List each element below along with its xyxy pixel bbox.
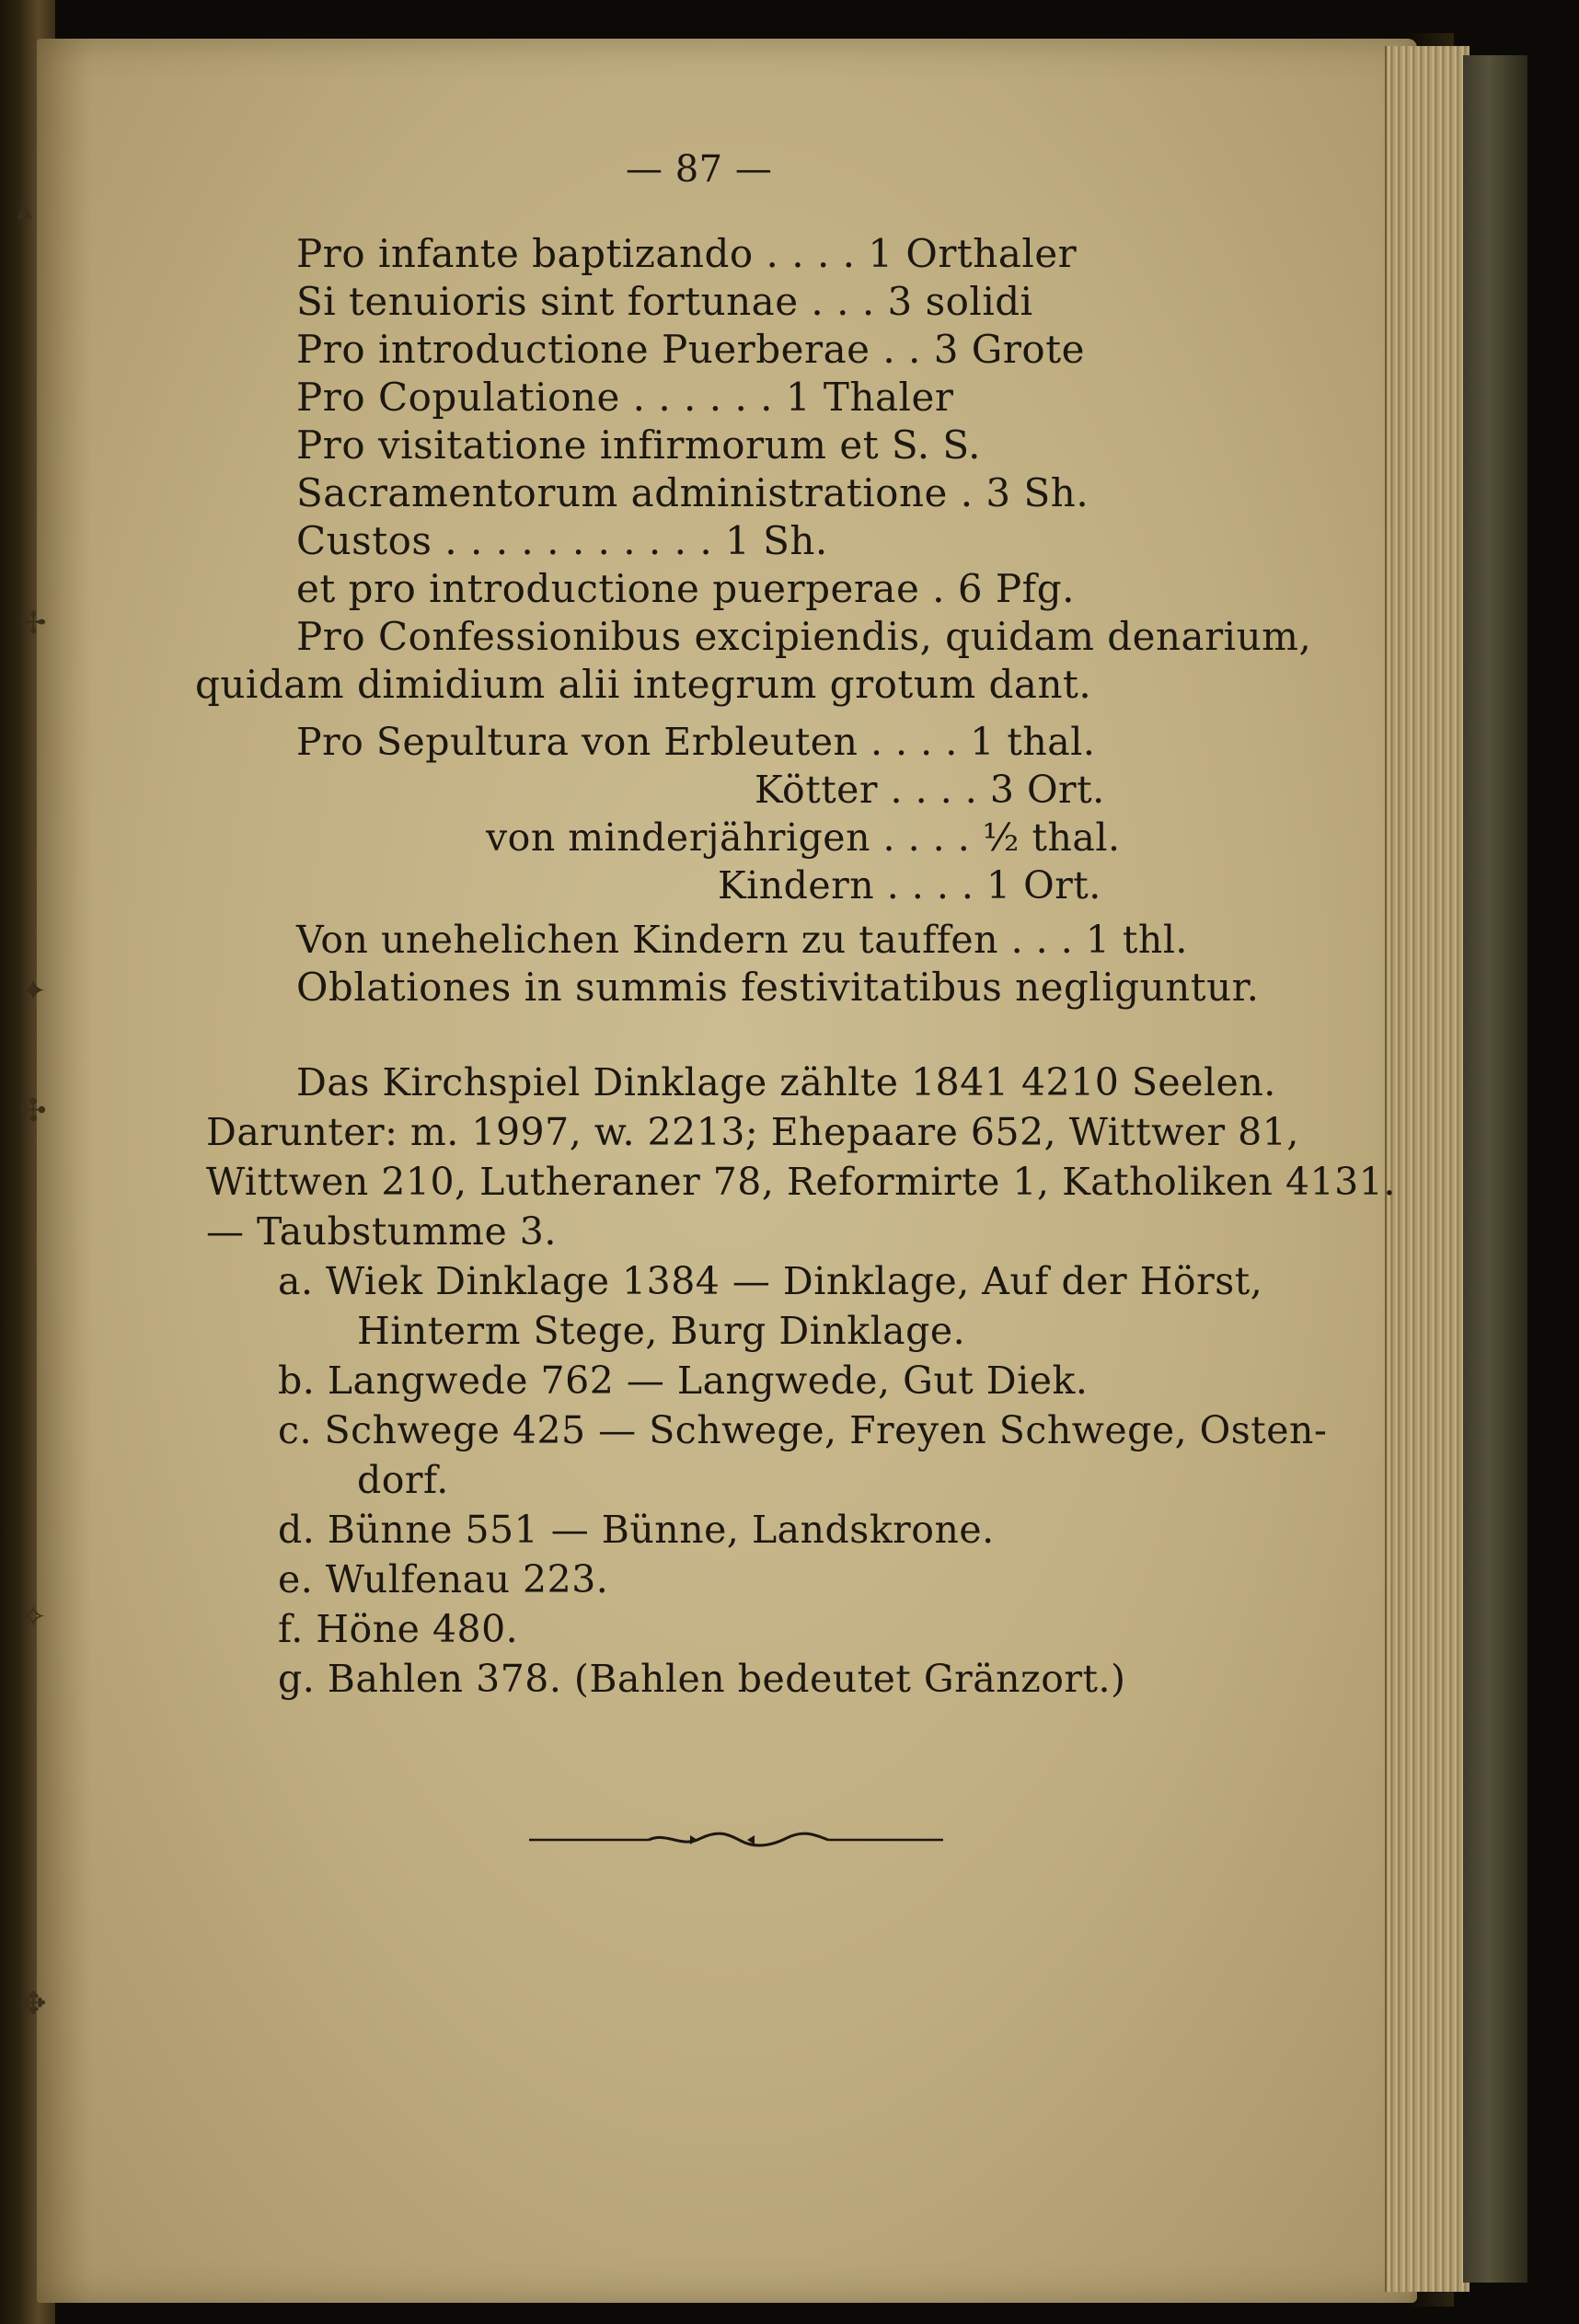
fee-line: Pro Sepultura von Erbleuten . . . . 1 thal. <box>296 720 1096 764</box>
fee-line: Pro Confessionibus excipiendis, quidam denarium, <box>296 614 1312 659</box>
page-number: — 87 — <box>626 148 773 191</box>
fee-line: Kindern . . . . 1 Ort. <box>718 863 1101 908</box>
pin-mark: ✦ <box>20 973 47 1010</box>
fee-line: Von unehelichen Kindern zu tauffen . . . 1 thl. <box>296 918 1188 962</box>
fee-line: Si tenuioris sint fortunae . . . 3 solidi <box>296 279 1033 324</box>
ornamental-divider-icon <box>529 1830 943 1850</box>
fee-line: von minderjährigen . . . . ½ thal. <box>486 815 1121 860</box>
pin-mark: ✢ <box>20 605 47 642</box>
fee-line: Sacramentorum administratione . 3 Sh. <box>296 470 1089 515</box>
fee-line: et pro introductione puerperae . 6 Pfg. <box>296 566 1075 611</box>
pin-mark: ✣ <box>20 1093 47 1129</box>
parish-line: Hinterm Stege, Burg Dinklage. <box>357 1309 966 1353</box>
parish-line: a. Wiek Dinklage 1384 — Dinklage, Auf der Hörst, <box>278 1259 1263 1303</box>
parish-line: e. Wulfenau 223. <box>278 1557 609 1601</box>
parish-line: c. Schwege 425 — Schwege, Freyen Schwege, Osten- <box>278 1408 1328 1452</box>
parish-line: Das Kirchspiel Dinklage zählte 1841 4210 Seelen. <box>296 1060 1276 1104</box>
fee-line: Pro visitatione infirmorum et S. S. <box>296 422 982 468</box>
fee-line: Custos . . . . . . . . . . . 1 Sh. <box>296 518 828 563</box>
parish-line: Wittwen 210, Lutheraner 78, Reformirte 1, Katholiken 4131. <box>206 1160 1396 1204</box>
pin-mark: ✥ <box>20 1985 47 2022</box>
fee-line: Pro Copulatione . . . . . . 1 Thaler <box>296 375 954 420</box>
parish-line: dorf. <box>357 1458 449 1502</box>
fee-line: Kötter . . . . 3 Ort. <box>755 768 1105 812</box>
parish-line: d. Bünne 551 — Bünne, Landskrone. <box>278 1508 995 1552</box>
pin-mark: ▴ <box>17 191 33 227</box>
fee-line: Oblationes in summis festivitatibus negliguntur. <box>296 965 1260 1010</box>
fee-line: Pro infante baptizando . . . . 1 Orthaler <box>296 231 1078 276</box>
fee-line: quidam dimidium alii integrum grotum dant. <box>195 662 1092 707</box>
pin-mark: ✧ <box>20 1599 47 1636</box>
parish-line: f. Höne 480. <box>278 1607 519 1651</box>
parish-line: g. Bahlen 378. (Bahlen bedeutet Gränzort.) <box>278 1657 1126 1701</box>
parish-line: Darunter: m. 1997, w. 2213; Ehepaare 652, Wittwer 81, <box>206 1110 1299 1154</box>
parish-line: b. Langwede 762 — Langwede, Gut Diek. <box>278 1359 1089 1403</box>
fee-line: Pro introductione Puerberae . . 3 Grote <box>296 327 1085 372</box>
parish-line: — Taubstumme 3. <box>206 1209 557 1254</box>
